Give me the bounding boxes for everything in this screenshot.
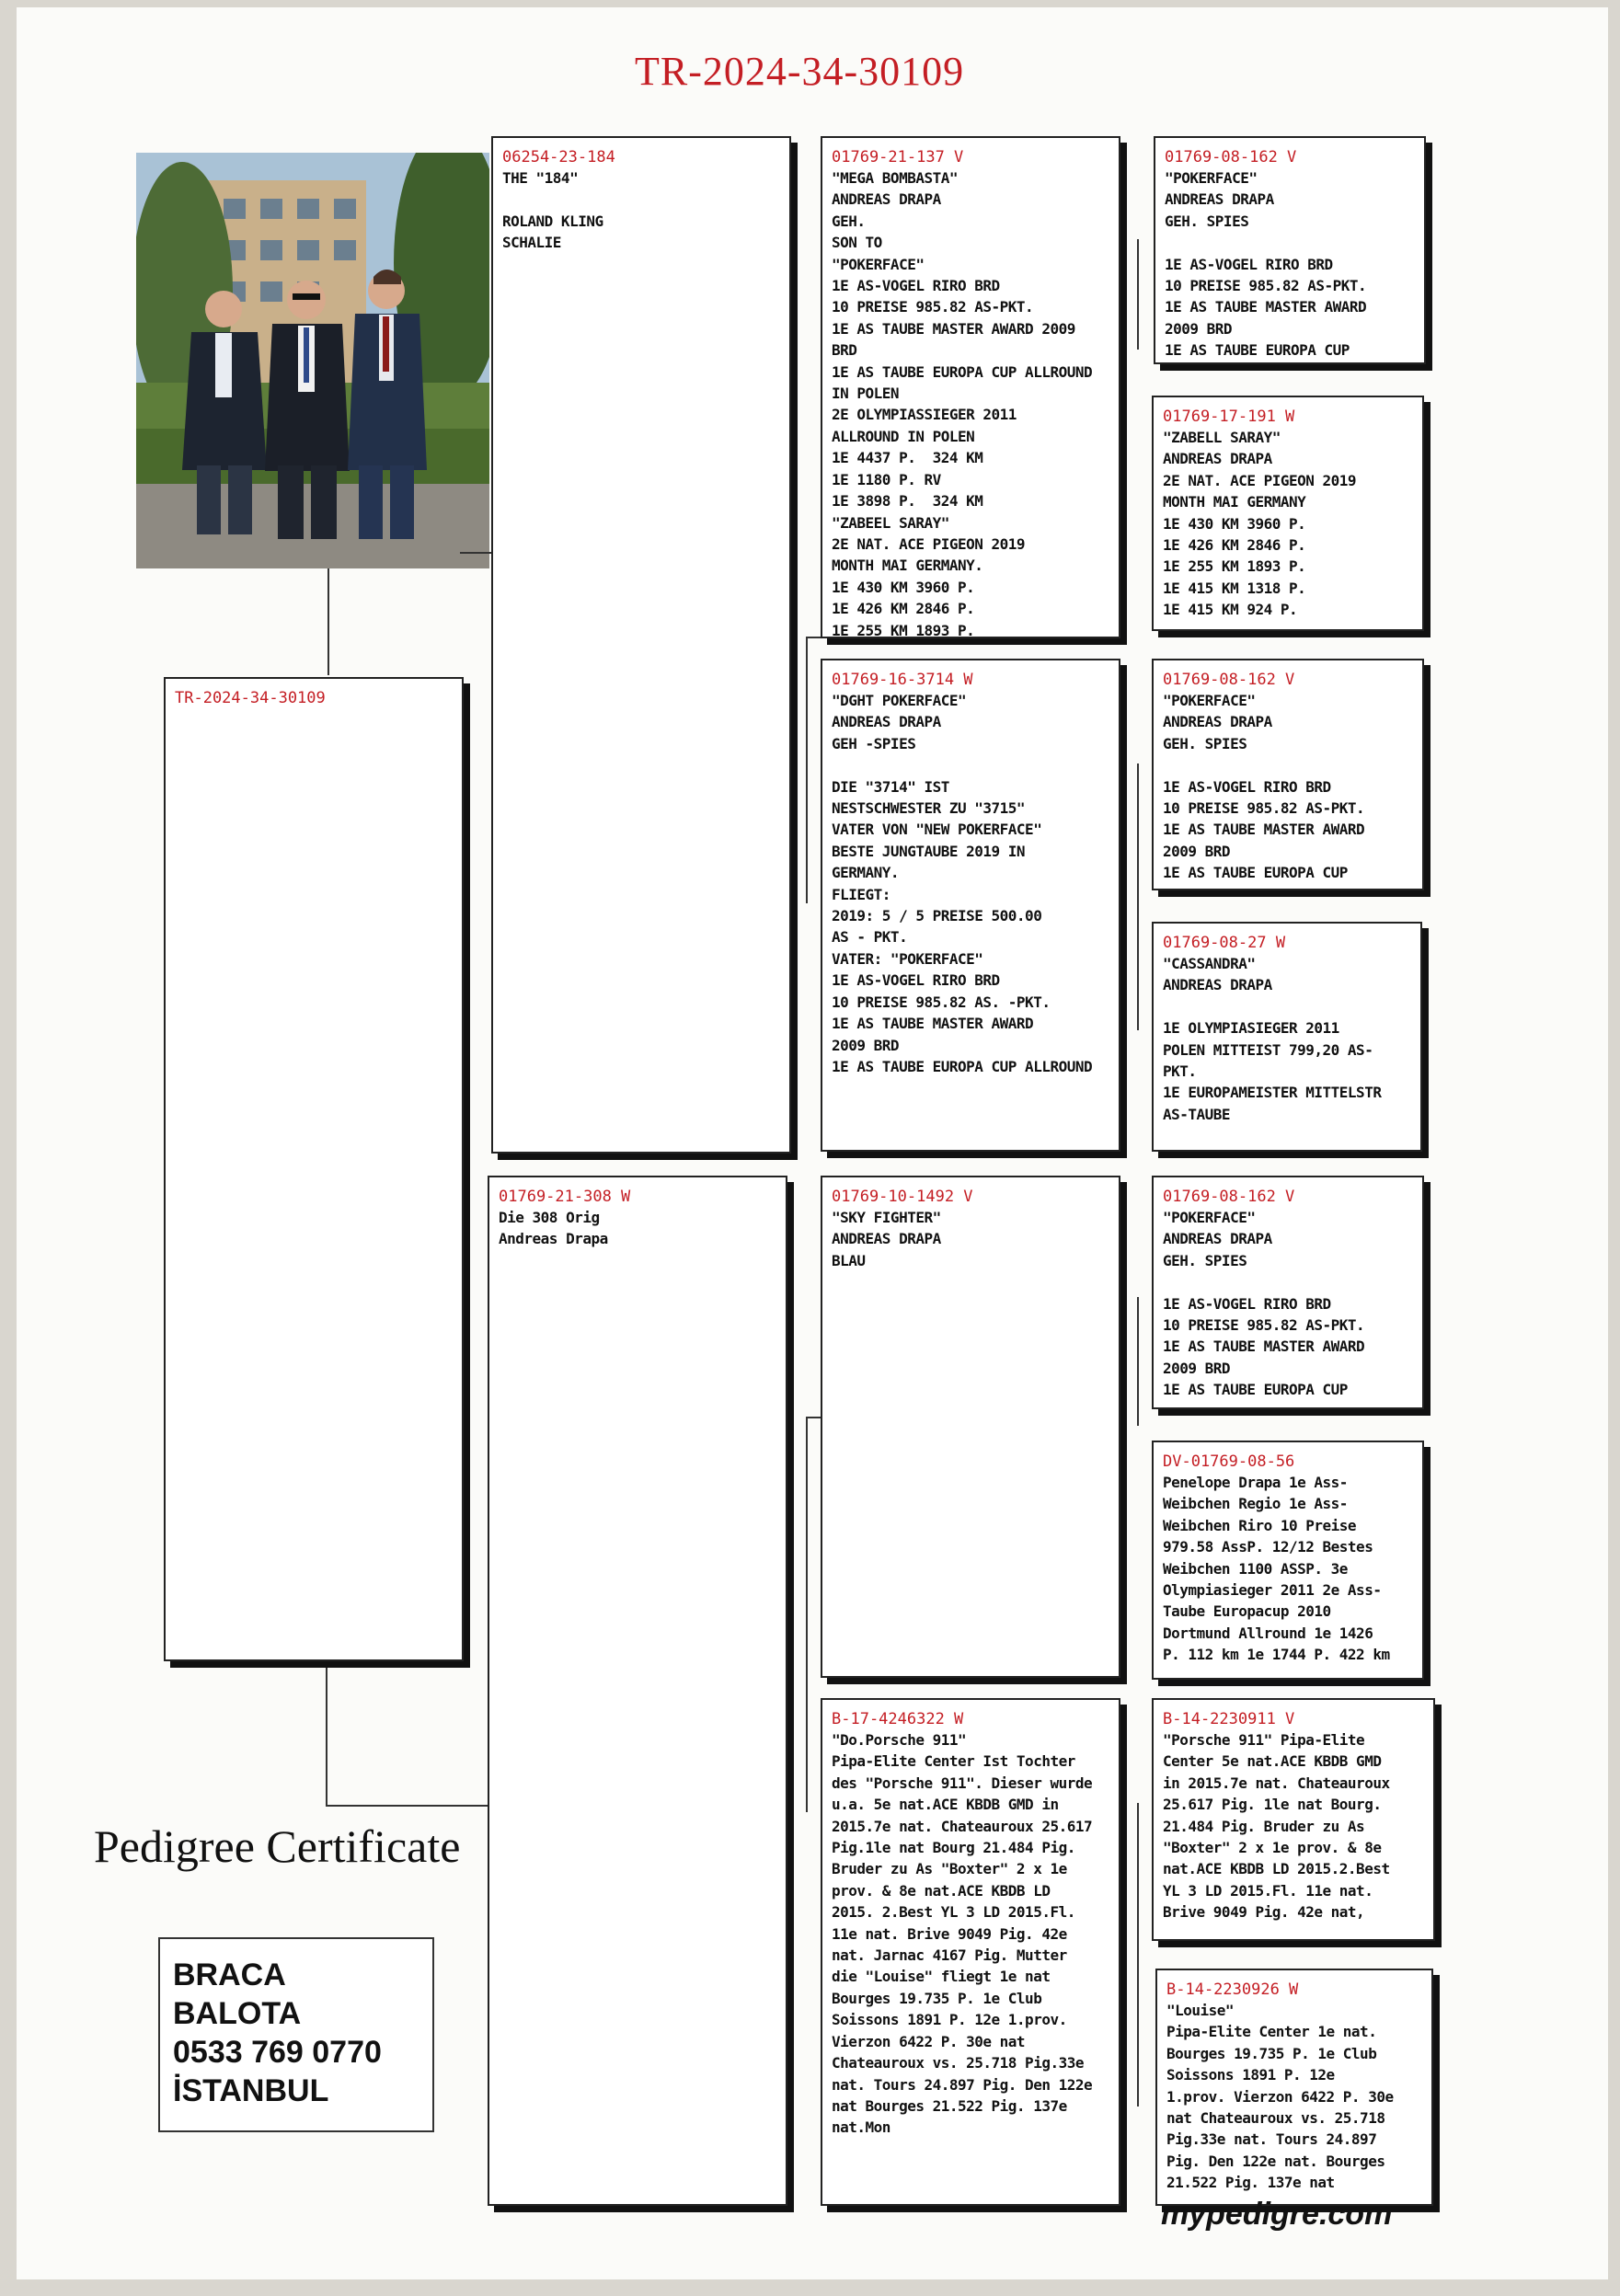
pedigree-card-dss bbox=[1152, 1176, 1424, 1409]
bird-details: "POKERFACE" ANDREAS DRAPA GEH. SPIES 1E AS-VOGEL RIRO BRD 10 PREISE 985.82 AS-PKT. 1E AS TAUBE MASTER AWARD 2009 BRD 1E AS TAUBE EUROPA CUP bbox=[1163, 692, 1365, 882]
connector-line bbox=[806, 1417, 808, 1812]
ring-number: DV-01769-08-56 bbox=[1163, 1452, 1295, 1471]
bird-details: THE "184" ROLAND KLING SCHALIE bbox=[502, 169, 603, 252]
connector-line bbox=[1137, 239, 1139, 350]
ring-number: B-17-4246322 W bbox=[832, 1710, 964, 1728]
bird-details: Penelope Drapa 1e Ass- Weibchen Regio 1e Ass- Weibchen Riro 10 Preise 979.58 AssP. 12/12 Bestes Weibchen 1100 ASSP. 3e Olympiasieger 2011 2e Ass- Taube Europacup 2010 Dortmund Allround 1e 1426 P. 112 km 1e 1744 P. 422 km bbox=[1163, 1474, 1390, 1664]
bird-details: "Porsche 911" Pipa-Elite Center 5e nat.ACE KBDB GMD in 2015.7e nat. Chateauroux 25.617 Pig. 1le nat Bourg. 21.484 Pig. Bruder zu As "Boxter" 2 x 1e prov. & 8e nat.ACE KBDB LD 2015.2.Best YL 3 LD 2015.Fl. 11e nat. Brive 9049 Pig. 42e nat, bbox=[1163, 1731, 1390, 1922]
ring-number: 01769-21-137 V bbox=[832, 148, 964, 166]
pedigree-card-dds bbox=[1152, 1698, 1435, 1941]
ring-number: B-14-2230926 W bbox=[1166, 1980, 1299, 1999]
bird-details: "CASSANDRA" ANDREAS DRAPA 1E OLYMPIASIEGER 2011 POLEN MITTEIST 799,20 AS- PKT. 1E EUROPAMEISTER MITTELSTR AS-TAUBE bbox=[1163, 955, 1382, 1123]
owner-photo bbox=[136, 153, 489, 568]
ring-number: 01769-08-162 V bbox=[1163, 1188, 1295, 1206]
contact-phone: 0533 769 0770 bbox=[173, 2035, 382, 2070]
bird-details: "POKERFACE" ANDREAS DRAPA GEH. SPIES 1E AS-VOGEL RIRO BRD 10 PREISE 985.82 AS-PKT. 1E AS TAUBE MASTER AWARD 2009 BRD 1E AS TAUBE EUROPA CUP bbox=[1163, 1209, 1365, 1399]
contact-box bbox=[158, 1937, 434, 2132]
connector-line bbox=[808, 1417, 821, 1418]
pedigree-card-ddd bbox=[1155, 1969, 1433, 2206]
connector-line bbox=[326, 1661, 327, 1807]
contact-name: BRACA BALOTA bbox=[173, 1957, 302, 2031]
connector-line bbox=[1137, 763, 1139, 1030]
connector-line bbox=[806, 637, 808, 903]
connector-line bbox=[1137, 1803, 1139, 2107]
pedigree-card-dam bbox=[488, 1176, 787, 2206]
bird-details: "MEGA BOMBASTA" ANDREAS DRAPA GEH. SON TO "POKERFACE" 1E AS-VOGEL RIRO BRD 10 PREISE 985.82 AS-PKT. 1E AS TAUBE MASTER AWARD 2009 BRD 1E AS TAUBE EUROPA CUP ALLROUND IN POLEN 2E OLYMPIASSIEGER 2011 ALLROUND IN POLEN 1E 4437 P. 324 KM 1E 1180 P. RV 1E 3898 P. 324 KM "ZABEEL SARAY" 2E NAT. ACE PIGEON 2019 MONTH MAI GERMANY. 1E 430 KM 3960 P. 1E 426 KM 2846 P. 1E 255 KM 1893 P. bbox=[832, 169, 1093, 638]
pedigree-card-sire-dam bbox=[821, 659, 1120, 1152]
ring-number: 01769-16-3714 W bbox=[832, 671, 973, 689]
pedigree-card-sire-sire bbox=[821, 136, 1120, 638]
bird-details: "POKERFACE" ANDREAS DRAPA GEH. SPIES 1E AS-VOGEL RIRO BRD 10 PREISE 985.82 AS-PKT. 1E AS TAUBE MASTER AWARD 2009 BRD 1E AS TAUBE EUROPA CUP bbox=[1165, 169, 1367, 360]
page-title: TR-2024-34-30109 bbox=[635, 49, 965, 94]
bird-details: "Louise" Pipa-Elite Center 1e nat. Bourges 19.735 P. 1e Club Soissons 1891 P. 12e 1.prov. Vierzon 6422 P. 30e nat Chateauroux vs. 25.718 Pig.33e nat. Tours 24.897 Pig. Den 122e nat. Bourges 21.522 Pig. 137e nat bbox=[1166, 2002, 1394, 2192]
connector-line bbox=[1137, 1297, 1139, 1426]
bird-details: "DGHT POKERFACE" ANDREAS DRAPA GEH -SPIES DIE "3714" IST NESTSCHWESTER ZU "3715" VATER VON "NEW POKERFACE" BESTE JUNGTAUBE 2019 IN GERMANY. FLIEGT: 2019: 5 / 5 PREISE 500.00 AS - PKT. VATER: "POKERFACE" 1E AS-VOGEL RIRO BRD 10 PREISE 985.82 AS. -PKT. 1E AS TAUBE MASTER AWARD 2009 BRD 1E AS TAUBE EUROPA CUP ALLROUND bbox=[832, 692, 1093, 1075]
connector-line bbox=[460, 552, 491, 554]
bird-details: "Do.Porsche 911" Pipa-Elite Center Ist Tochter des "Porsche 911". Dieser wurde u.a. 5e nat.ACE KBDB GMD in 2015.7e nat. Chateauroux 25.617 Pig.1le nat Bourg 21.484 Pig. Bruder zu As "Boxter" 2 x 1e prov. & 8e nat.ACE KBDB LD 2015. 2.Best YL 3 LD 2015.Fl. 11e nat. Brive 9049 Pig. 42e nat. Jarnac 4167 Pig. Mutter die "Louise" fliegt 1e nat Bourges 19.735 P. 1e Club Soissons 1891 P. 12e 1.prov. Vierzon 6422 P. 30e nat Chateauroux vs. 25.718 Pig.33e nat. Tours 24.897 Pig. Den 122e nat Bourges 21.522 Pig. 137e nat.Mon bbox=[832, 1731, 1093, 2137]
pedigree-card-dam-sire bbox=[821, 1176, 1120, 1678]
ring-number: 01769-08-27 W bbox=[1163, 934, 1286, 952]
bird-details: "SKY FIGHTER" ANDREAS DRAPA BLAU bbox=[832, 1209, 941, 1269]
connector-line bbox=[326, 1805, 489, 1807]
ring-number: 01769-08-162 V bbox=[1163, 671, 1295, 689]
connector-line bbox=[327, 568, 329, 675]
bird-details: "ZABELL SARAY" ANDREAS DRAPA 2E NAT. ACE PIGEON 2019 MONTH MAI GERMANY 1E 430 KM 3960 P. 1E 426 KM 2846 P. 1E 255 KM 1893 P. 1E 415 KM 1318 P. 1E 415 KM 924 P. bbox=[1163, 429, 1357, 619]
ring-number: 01769-10-1492 V bbox=[832, 1188, 973, 1206]
pedigree-card-ssd bbox=[1152, 396, 1424, 631]
ring-number: 01769-17-191 W bbox=[1163, 408, 1295, 426]
pedigree-card-dam-dam bbox=[821, 1698, 1120, 2206]
pedigree-card-sds bbox=[1152, 659, 1424, 890]
pedigree-card-dsd bbox=[1152, 1441, 1424, 1680]
ring-number: 06254-23-184 bbox=[502, 148, 615, 166]
pedigree-card-subject bbox=[164, 677, 464, 1661]
pedigree-card-sdd bbox=[1152, 922, 1422, 1152]
footer-brand: mypedigre.com bbox=[1161, 2197, 1393, 2232]
contact-city: İSTANBUL bbox=[173, 2073, 329, 2108]
certificate-label: Pedigree Certificate bbox=[94, 1820, 461, 1872]
pedigree-card-sire bbox=[491, 136, 791, 1154]
connector-line bbox=[808, 637, 821, 638]
bird-details: Die 308 Orig Andreas Drapa bbox=[499, 1209, 608, 1248]
ring-number: 01769-21-308 W bbox=[499, 1188, 631, 1206]
pedigree-card-sss bbox=[1154, 136, 1426, 364]
ring-number: 01769-08-162 V bbox=[1165, 148, 1297, 166]
ring-number: TR-2024-34-30109 bbox=[175, 689, 326, 707]
ring-number: B-14-2230911 V bbox=[1163, 1710, 1295, 1728]
